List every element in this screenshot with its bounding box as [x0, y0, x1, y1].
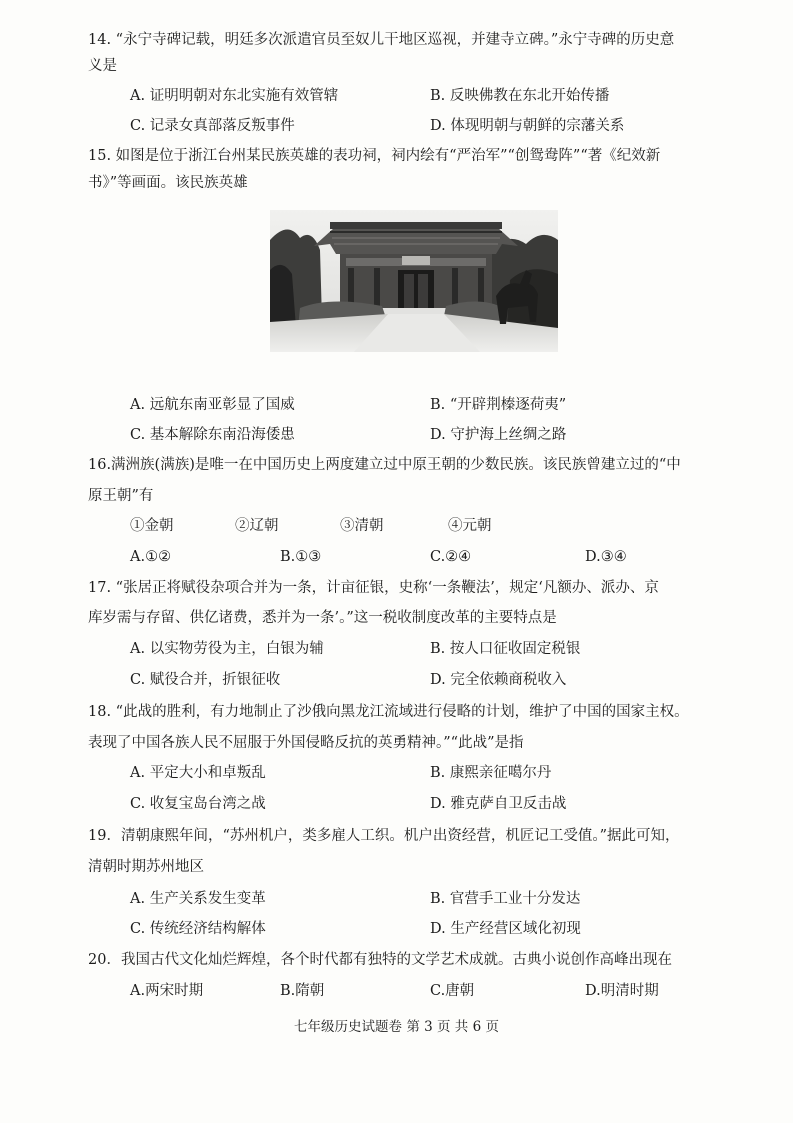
q15-option-b[interactable]: B. “开辟荆榛逐荷夷”	[430, 397, 567, 413]
q17-option-b[interactable]: B. 按人口征收固定税银	[430, 641, 581, 657]
q17-option-c[interactable]: C. 赋役合并，折银征收	[130, 672, 281, 688]
q15-option-c[interactable]: C. 基本解除东南沿海倭患	[130, 427, 295, 443]
q20-stem-line1: 20．我国古代文化灿烂辉煌，各个时代都有独特的文学艺术成就。古典小说创作高峰出现在	[88, 952, 672, 968]
q16-options-row	[130, 547, 730, 567]
q18-stem-line2: 表现了中国各族人民不屈服于外国侵略反抗的英勇精神。”“此战”是指	[88, 735, 524, 751]
q19-stem-line1: 19．清朝康熙年间，“苏州机户，类多雇人工织。机户出资经营，机匠记工受值。”据此可知，	[88, 828, 680, 844]
q17-options-row1	[130, 639, 750, 659]
q15-stem-line2: 书》”等画面。该民族英雄	[88, 175, 248, 191]
memorial-temple-illustration	[270, 210, 558, 352]
q17-option-a[interactable]: A. 以实物劳役为主，白银为辅	[130, 641, 324, 657]
q18-options-row1	[130, 763, 750, 783]
q14-stem-line2: 义是	[88, 58, 117, 74]
q19-option-a[interactable]: A. 生产关系发生变革	[130, 891, 266, 907]
q16-option-a[interactable]: A.①②	[130, 549, 172, 565]
q15-option-a[interactable]: A. 远航东南亚彰显了国威	[130, 397, 295, 413]
q19-options-row1	[130, 889, 750, 909]
memorial-temple-photo	[270, 210, 558, 352]
q16-item-4: ④元朝	[448, 518, 492, 534]
q20-options-row	[130, 981, 730, 1001]
q17-stem-line2: 库岁需与存留、供亿诸费，悉并为一条’。”这一税收制度改革的主要特点是	[88, 610, 557, 626]
q14-stem-line1: 14. “永宁寺碑记载，明廷多次派遣官员至奴儿干地区巡视，并建寺立碑。”永宁寺碑的历史意	[88, 32, 675, 48]
q16-option-c[interactable]: C.②④	[430, 549, 472, 565]
q15-options-row1	[130, 395, 750, 415]
q19-option-b[interactable]: B. 官营手工业十分发达	[430, 891, 581, 907]
q14-option-b[interactable]: B. 反映佛教在东北开始传播	[430, 88, 610, 104]
q16-option-d[interactable]: D.③④	[585, 549, 627, 565]
q18-option-b[interactable]: B. 康熙亲征噶尔丹	[430, 765, 552, 781]
q14-option-d[interactable]: D. 体现明朝与朝鲜的宗藩关系	[430, 118, 625, 134]
q15-options-row2	[130, 425, 750, 445]
q16-stem-line1: 16.满洲族(满族)是唯一在中国历史上两度建立过中原王朝的少数民族。该民族曾建立过的“中	[88, 457, 681, 473]
q18-option-c[interactable]: C. 收复宝岛台湾之战	[130, 796, 266, 812]
q19-stem-line2: 清朝时期苏州地区	[88, 859, 204, 875]
q19-options-row2	[130, 919, 750, 939]
q20-option-d[interactable]: D.明清时期	[585, 983, 659, 999]
q20-option-a[interactable]: A.两宋时期	[130, 983, 204, 999]
q20-option-b[interactable]: B.隋朝	[280, 983, 325, 999]
q17-options-row2	[130, 670, 750, 690]
q16-option-b[interactable]: B.①③	[280, 549, 322, 565]
q15-option-d[interactable]: D. 守护海上丝绸之路	[430, 427, 567, 443]
q16-stem-line2: 原王朝”有	[88, 488, 154, 504]
q14-options-row2	[130, 116, 750, 136]
q18-option-a[interactable]: A. 平定大小和卓叛乱	[130, 765, 266, 781]
q20-option-c[interactable]: C.唐朝	[430, 983, 475, 999]
q14-option-c[interactable]: C. 记录女真部落反叛事件	[130, 118, 295, 134]
q19-option-c[interactable]: C. 传统经济结构解体	[130, 921, 266, 937]
q15-stem-line1: 15. 如图是位于浙江台州某民族英雄的表功祠，祠内绘有“严治军”“创鸳鸯阵”“著《纪效新	[88, 148, 661, 164]
q17-stem-line1: 17. “张居正将赋役杂项合并为一条，计亩征银，史称‘一条鞭法’，规定‘凡额办、派办、京	[88, 580, 659, 596]
q18-option-d[interactable]: D. 雅克萨自卫反击战	[430, 796, 567, 812]
q16-item-3: ③清朝	[340, 518, 384, 534]
q18-options-row2	[130, 794, 750, 814]
q14-option-a[interactable]: A. 证明明朝对东北实施有效管辖	[130, 88, 339, 104]
q14-options-row1	[130, 86, 750, 106]
q16-item-2: ②辽朝	[235, 518, 279, 534]
q16-items-row	[130, 516, 550, 536]
q16-item-1: ①金朝	[130, 518, 174, 534]
q19-option-d[interactable]: D. 生产经营区域化初现	[430, 921, 581, 937]
page-footer: 七年级历史试题卷 第 3 页 共 6 页	[294, 1019, 499, 1035]
q17-option-d[interactable]: D. 完全依赖商税收入	[430, 672, 567, 688]
q18-stem-line1: 18. “此战的胜利，有力地制止了沙俄向黑龙江流域进行侵略的计划，维护了中国的国家主权。	[88, 704, 689, 720]
